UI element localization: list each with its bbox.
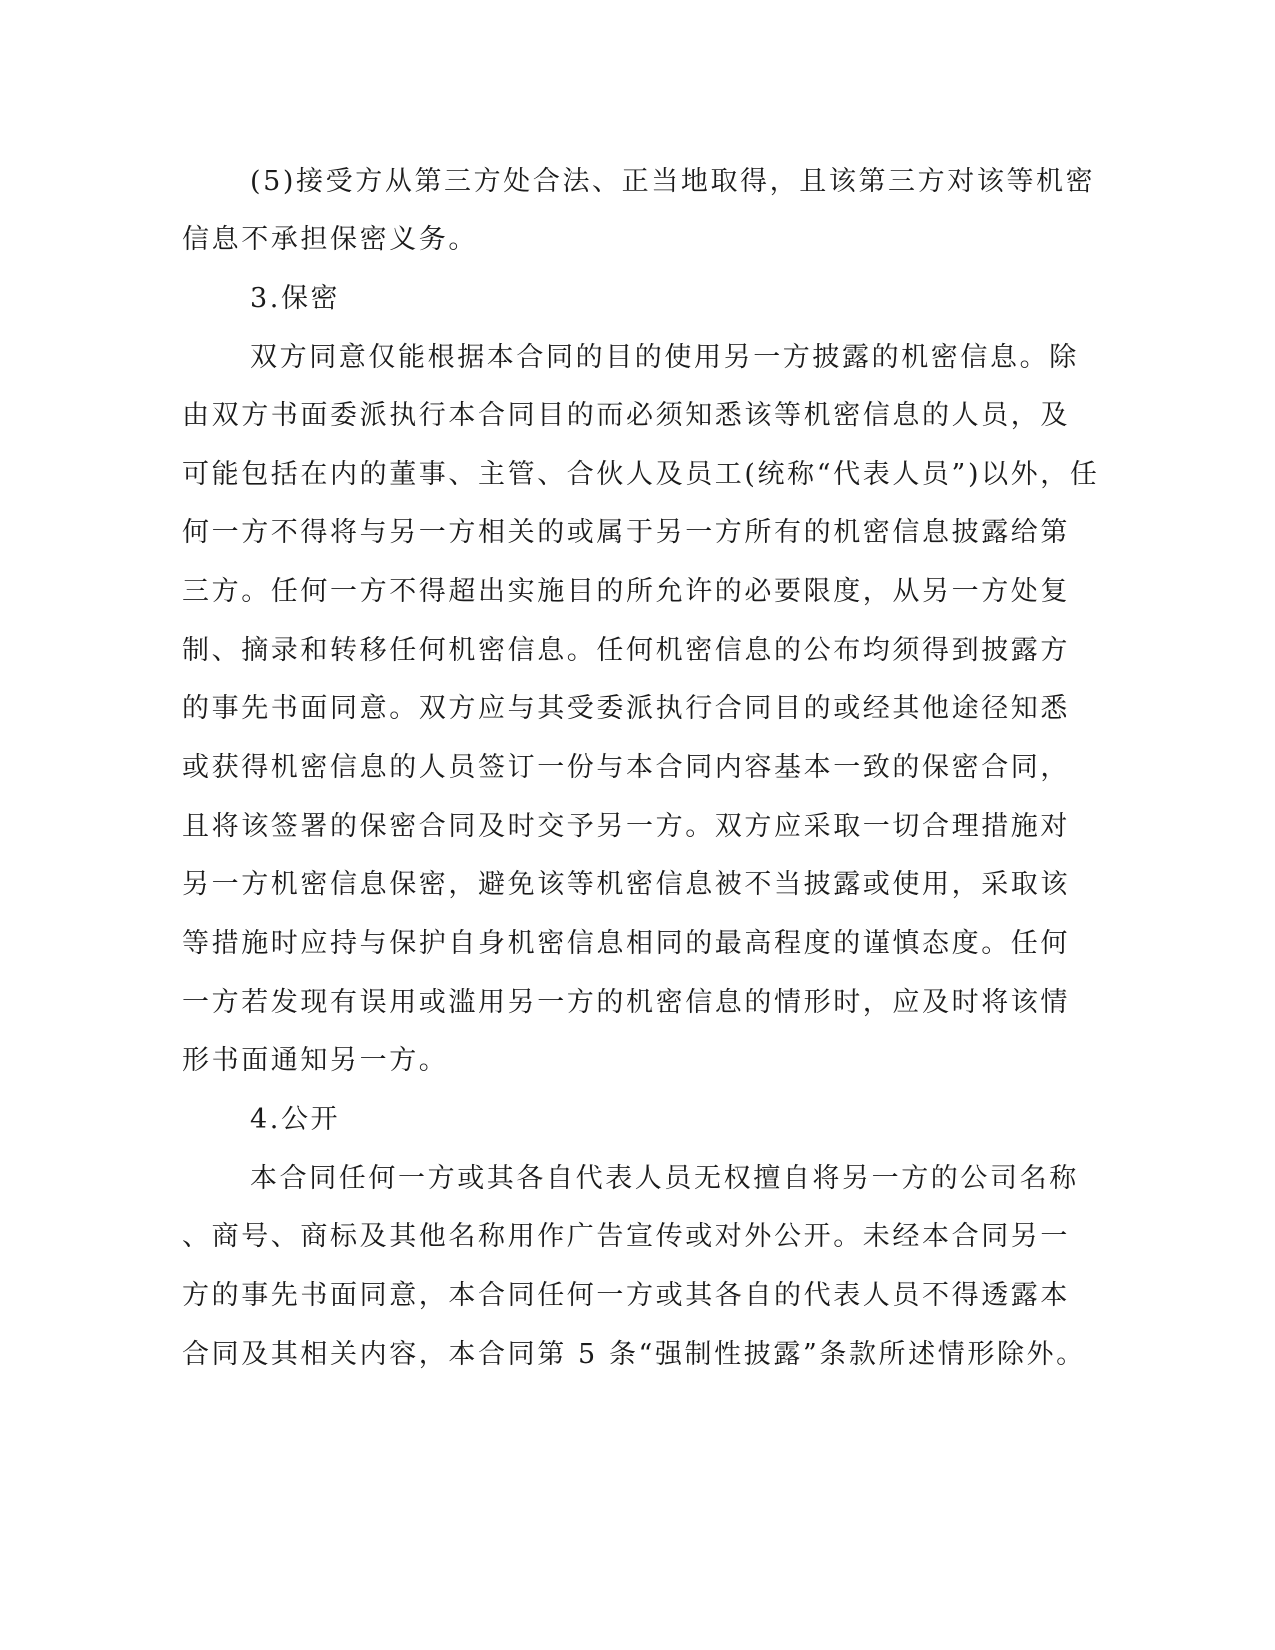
text-line: 形书面通知另一方。	[182, 1045, 449, 1076]
text-line: 一方若发现有误用或滥用另一方的机密信息的情形时，应及时将该情	[182, 987, 1070, 1018]
text-line: 由双方书面委派执行本合同目的而必须知悉该等机密信息的人员，及	[182, 400, 1070, 431]
text-line: 信息不承担保密义务。	[182, 224, 478, 255]
text-line: 双方同意仅能根据本合同的目的使用另一方披露的机密信息。除	[250, 342, 1079, 373]
text-line: 制、摘录和转移任何机密信息。任何机密信息的公布均须得到披露方	[182, 635, 1070, 666]
text-line: 方的事先书面同意，本合同任何一方或其各自的代表人员不得透露本	[182, 1280, 1070, 1311]
text-line: 另一方机密信息保密，避免该等机密信息被不当披露或使用，采取该	[182, 869, 1070, 900]
text-line: (5)接受方从第三方处合法、正当地取得，且该第三方对该等机密	[250, 166, 1096, 197]
text-line: 合同及其相关内容，本合同第 5 条“强制性披露”条款所述情形除外。	[182, 1339, 1086, 1370]
text-line: 、商号、商标及其他名称用作广告宣传或对外公开。未经本合同另一	[182, 1221, 1070, 1252]
text-line: 可能包括在内的董事、主管、合伙人及员工(统称“代表人员”)以外，任	[182, 459, 1100, 490]
text-line: 且将该签署的保密合同及时交予另一方。双方应采取一切合理措施对	[182, 811, 1070, 842]
text-line: 三方。任何一方不得超出实施目的所允许的必要限度，从另一方处复	[182, 576, 1070, 607]
section-heading-disclosure: 4.公开	[250, 1104, 341, 1135]
text-line: 本合同任何一方或其各自代表人员无权擅自将另一方的公司名称	[250, 1163, 1079, 1194]
text-line: 何一方不得将与另一方相关的或属于另一方所有的机密信息披露给第	[182, 517, 1070, 548]
text-line: 的事先书面同意。双方应与其受委派执行合同目的或经其他途径知悉	[182, 693, 1070, 724]
section-heading-confidentiality: 3.保密	[250, 283, 341, 314]
text-line: 等措施时应持与保护自身机密信息相同的最高程度的谨慎态度。任何	[182, 928, 1070, 959]
text-line: 或获得机密信息的人员签订一份与本合同内容基本一致的保密合同，	[182, 752, 1070, 783]
